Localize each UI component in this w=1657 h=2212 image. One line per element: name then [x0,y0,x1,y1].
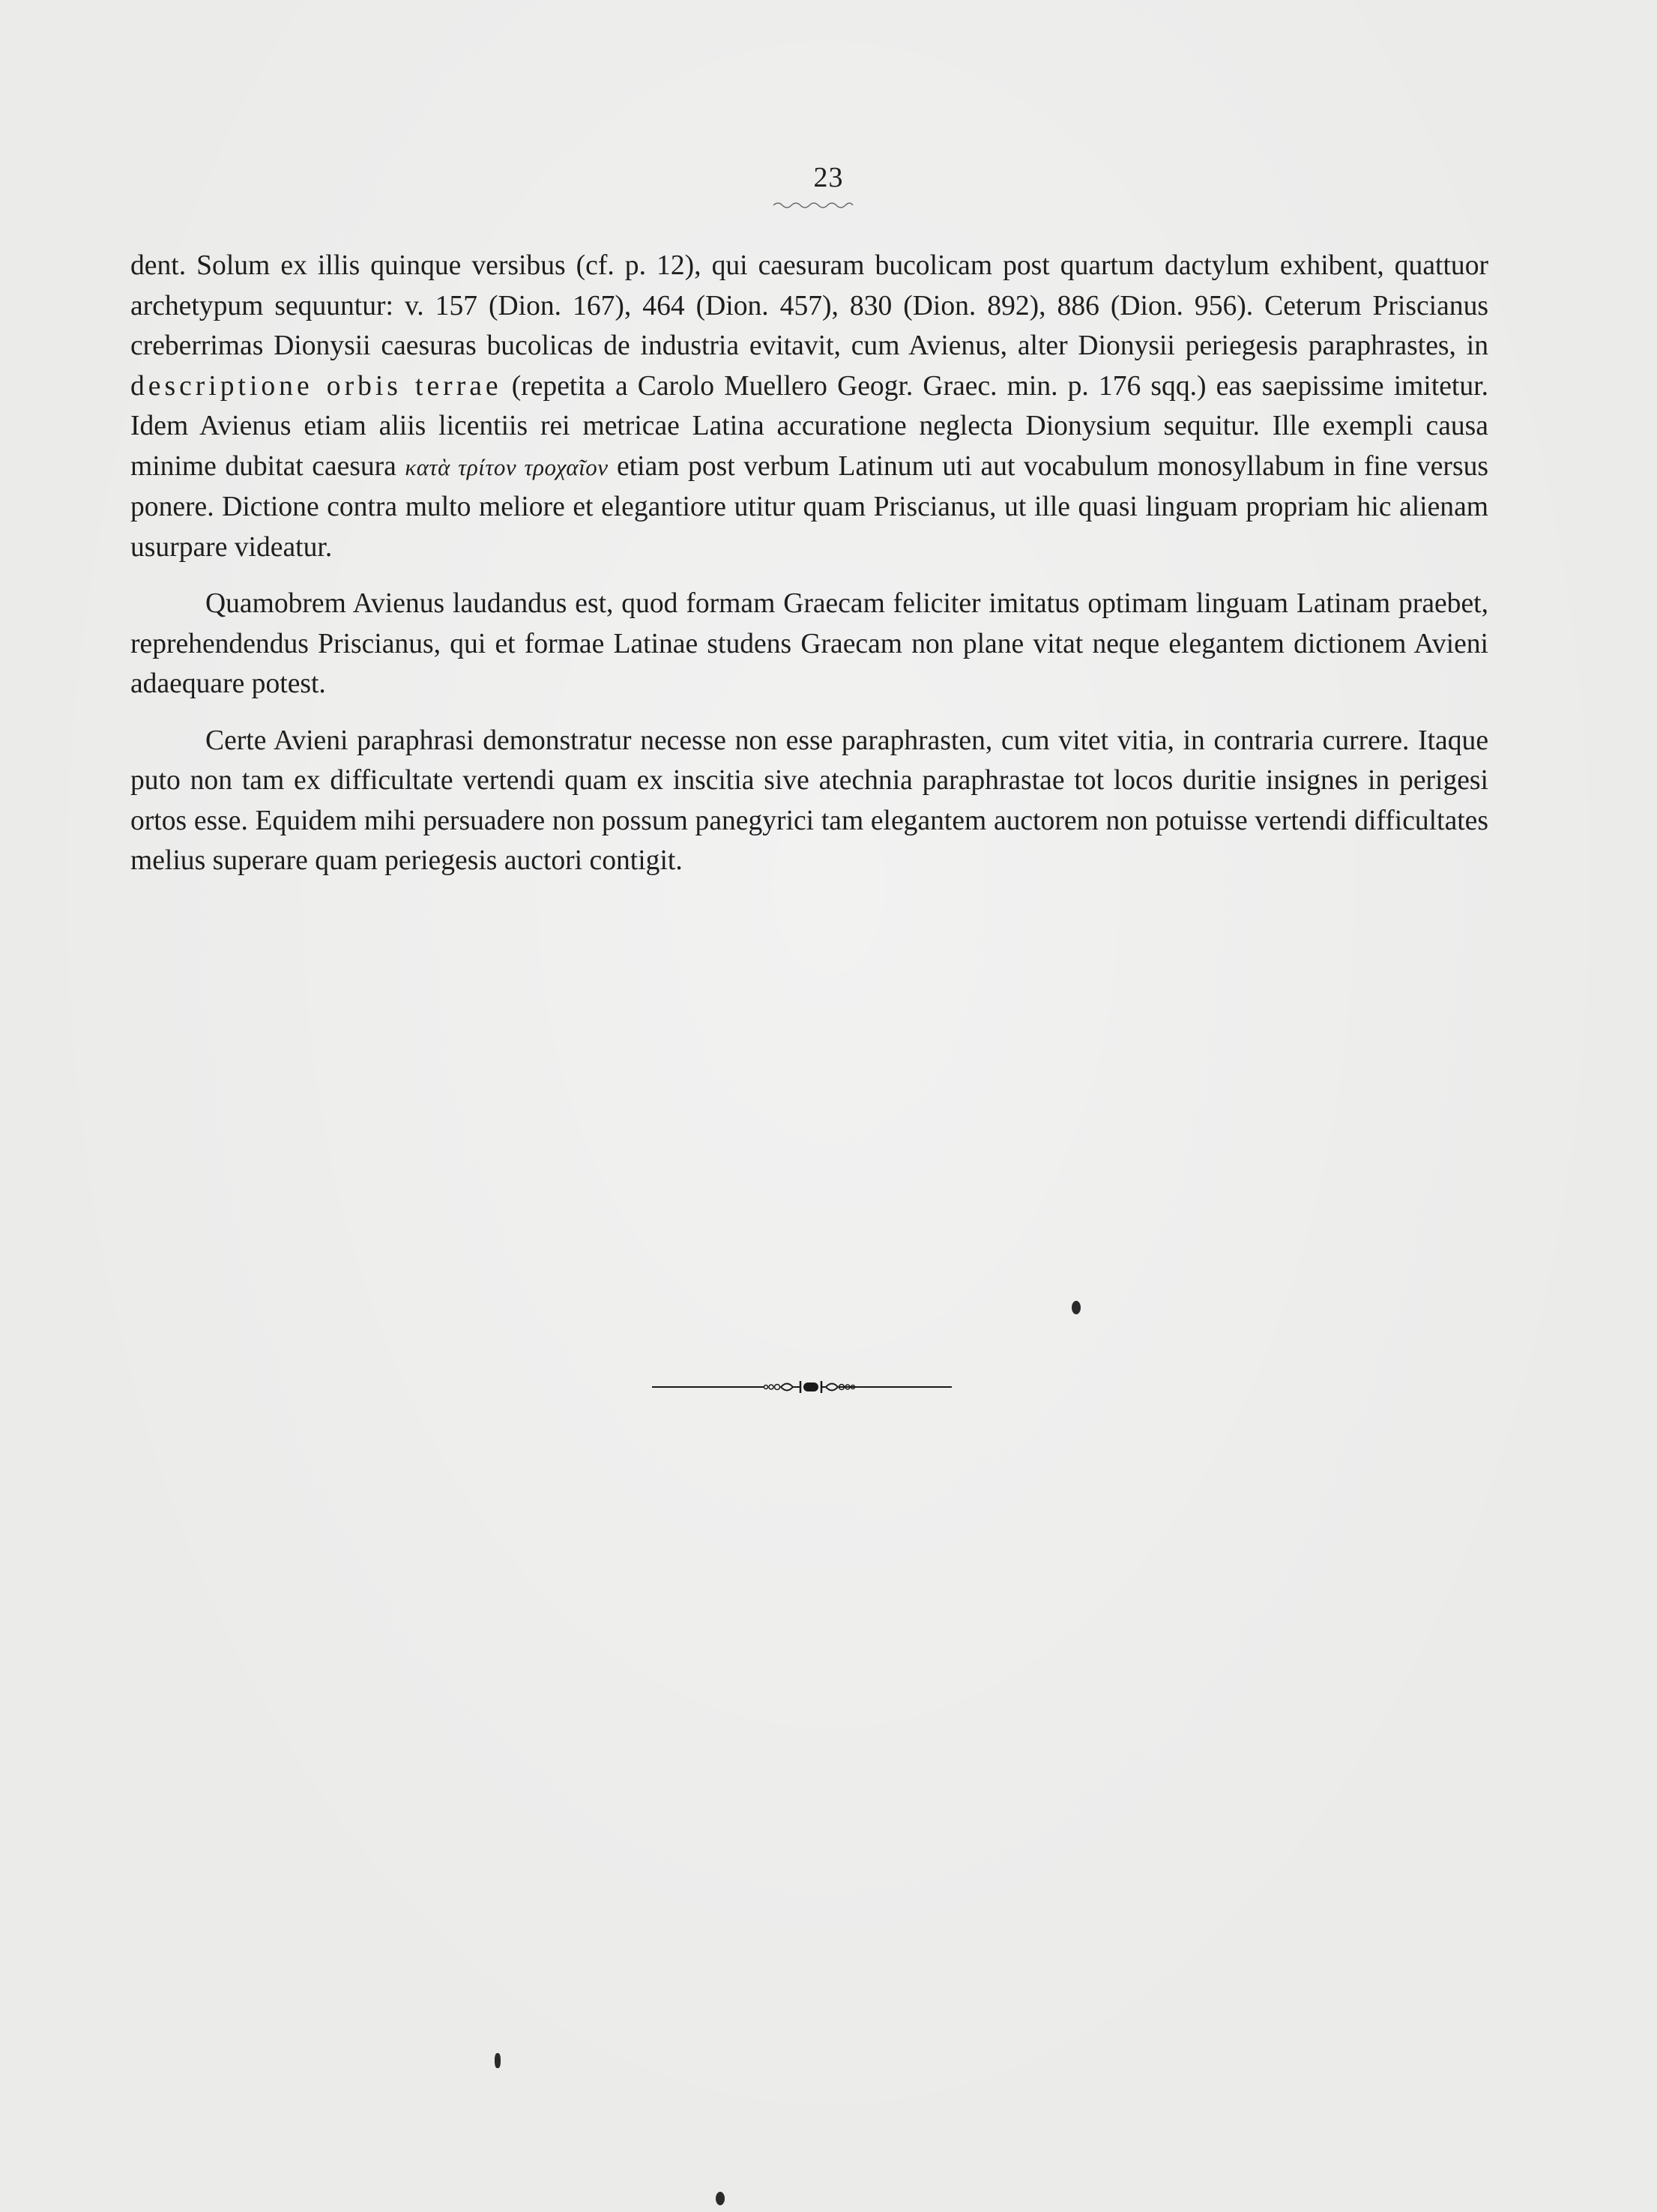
page-number: 23 [813,162,844,193]
paragraph-1-text-b: (repetita a Carolo Muellero Geogr. Graec. min. p. 176 sqq.) eas saepissime imitetur. Idem Avienus etiam aliis licentiis rei metricae Latina accuratione neglecta Dionysium sequitur. Ille exempli causa minime dubitat caesura [130,370,1488,482]
ink-speck [716,2192,725,2205]
end-ornament [652,1376,952,1398]
paragraph-1-text-a: dent. Solum ex illis quinque versibus (cf. p. 12), qui caesuram bucolicam post quartum dactylum exhibent, quattuor archetypum sequuntur: v. 157 (Dion. 167), 464 (Dion. 457), 830 (Dion. 892), 886 (Dion. 956). Ceterum Priscianus creberrimas Dionysii caesuras bucolicas de industria evitavit, cum Avienus, alter Dionysii periegesis paraphrastes, in [130,250,1488,361]
paragraph-2 [130,584,1488,704]
page-number-ornament [772,199,854,210]
paragraph-1-text-c: etiam post verbum Latinum uti aut vocabulum monosyllabum in fine versus ponere. Dictione contra multo meliore et elegantiore utitur quam Priscianus, ut ille quasi linguam propriam hic alienam usurpare videatur. [130,450,1488,563]
body-text [130,246,1488,881]
greek-phrase: κατὰ τρίτον τροχαῖον [405,453,609,480]
ink-speck [1072,1301,1081,1314]
ink-speck [495,2053,501,2068]
paragraph-2-text: Quamobrem Avienus laudandus est, quod formam Graecam feliciter imitatus optimam linguam Latinam praebet, reprehendendus Priscianus, qui et formae Latinae studens Graecam non plane vitat neque elegantem dictionem Avieni adaequare potest. [130,588,1488,699]
paragraph-1 [130,246,1488,567]
spaced-title: descriptione orbis terrae [130,370,502,402]
paragraph-3 [130,721,1488,881]
paragraph-3-text: Certe Avieni paraphrasi demonstratur necesse non esse paraphrasten, cum vitet vitia, in contraria currere. Itaque puto non tam ex difficultate vertendi quam ex inscitia sive atechnia paraphrastae tot locos duritie insignes in perigesi ortos esse. Equidem mihi persuadere non possum panegyrici tam elegantem auctorem non potuisse vertendi difficultates melius superare quam periegesis auctori contigit. [130,725,1488,876]
